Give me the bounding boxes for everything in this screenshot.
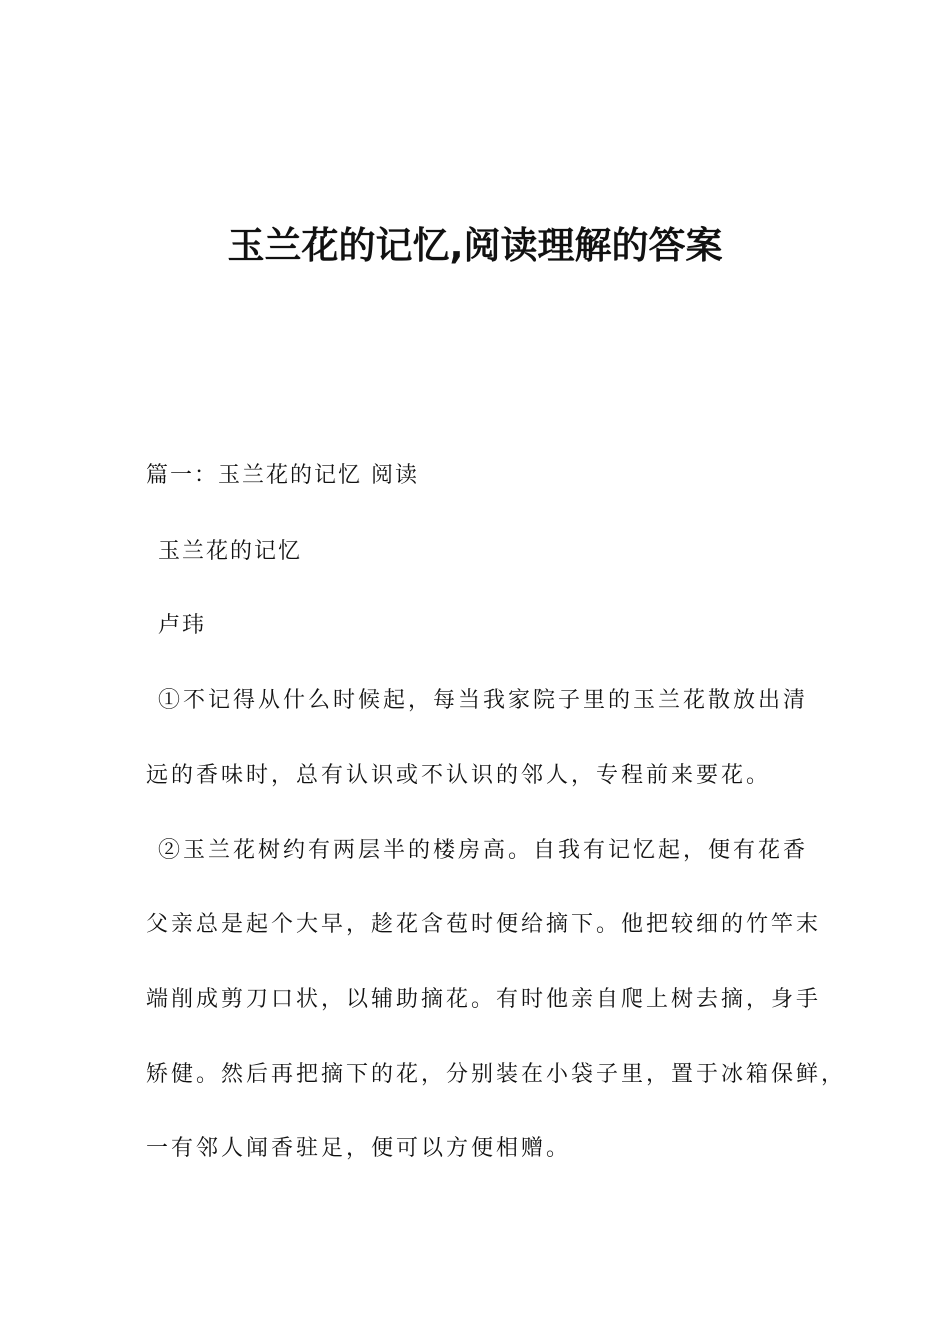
section-heading: 篇一：玉兰花的记忆 阅读 xyxy=(146,463,419,488)
author-name: 卢玮 xyxy=(158,613,207,638)
paragraph-line: 矫健。然后再把摘下的花，分别装在小袋子里，置于冰箱保鲜， xyxy=(146,1062,847,1087)
paragraph-line: ①不记得从什么时候起，每当我家院子里的玉兰花散放出清 xyxy=(158,688,809,713)
paragraph-line: 端削成剪刀口状，以辅助摘花。有时他亲自爬上树去摘，身手 xyxy=(146,987,822,1012)
article-title: 玉兰花的记忆 xyxy=(158,539,303,564)
paragraph-line: 一有邻人闻香驻足，便可以方便相赠。 xyxy=(146,1136,572,1161)
paragraph-line: 远的香味时，总有认识或不认识的邻人，专程前来要花。 xyxy=(146,763,772,788)
document-title: 玉兰花的记忆,阅读理解的答案 xyxy=(227,224,723,267)
paragraph-line: ②玉兰花树约有两层半的楼房高。自我有记忆起，便有花香 xyxy=(158,838,809,863)
paragraph-line: 父亲总是起个大早，趁花含苞时便给摘下。他把较细的竹竿末 xyxy=(146,912,822,937)
